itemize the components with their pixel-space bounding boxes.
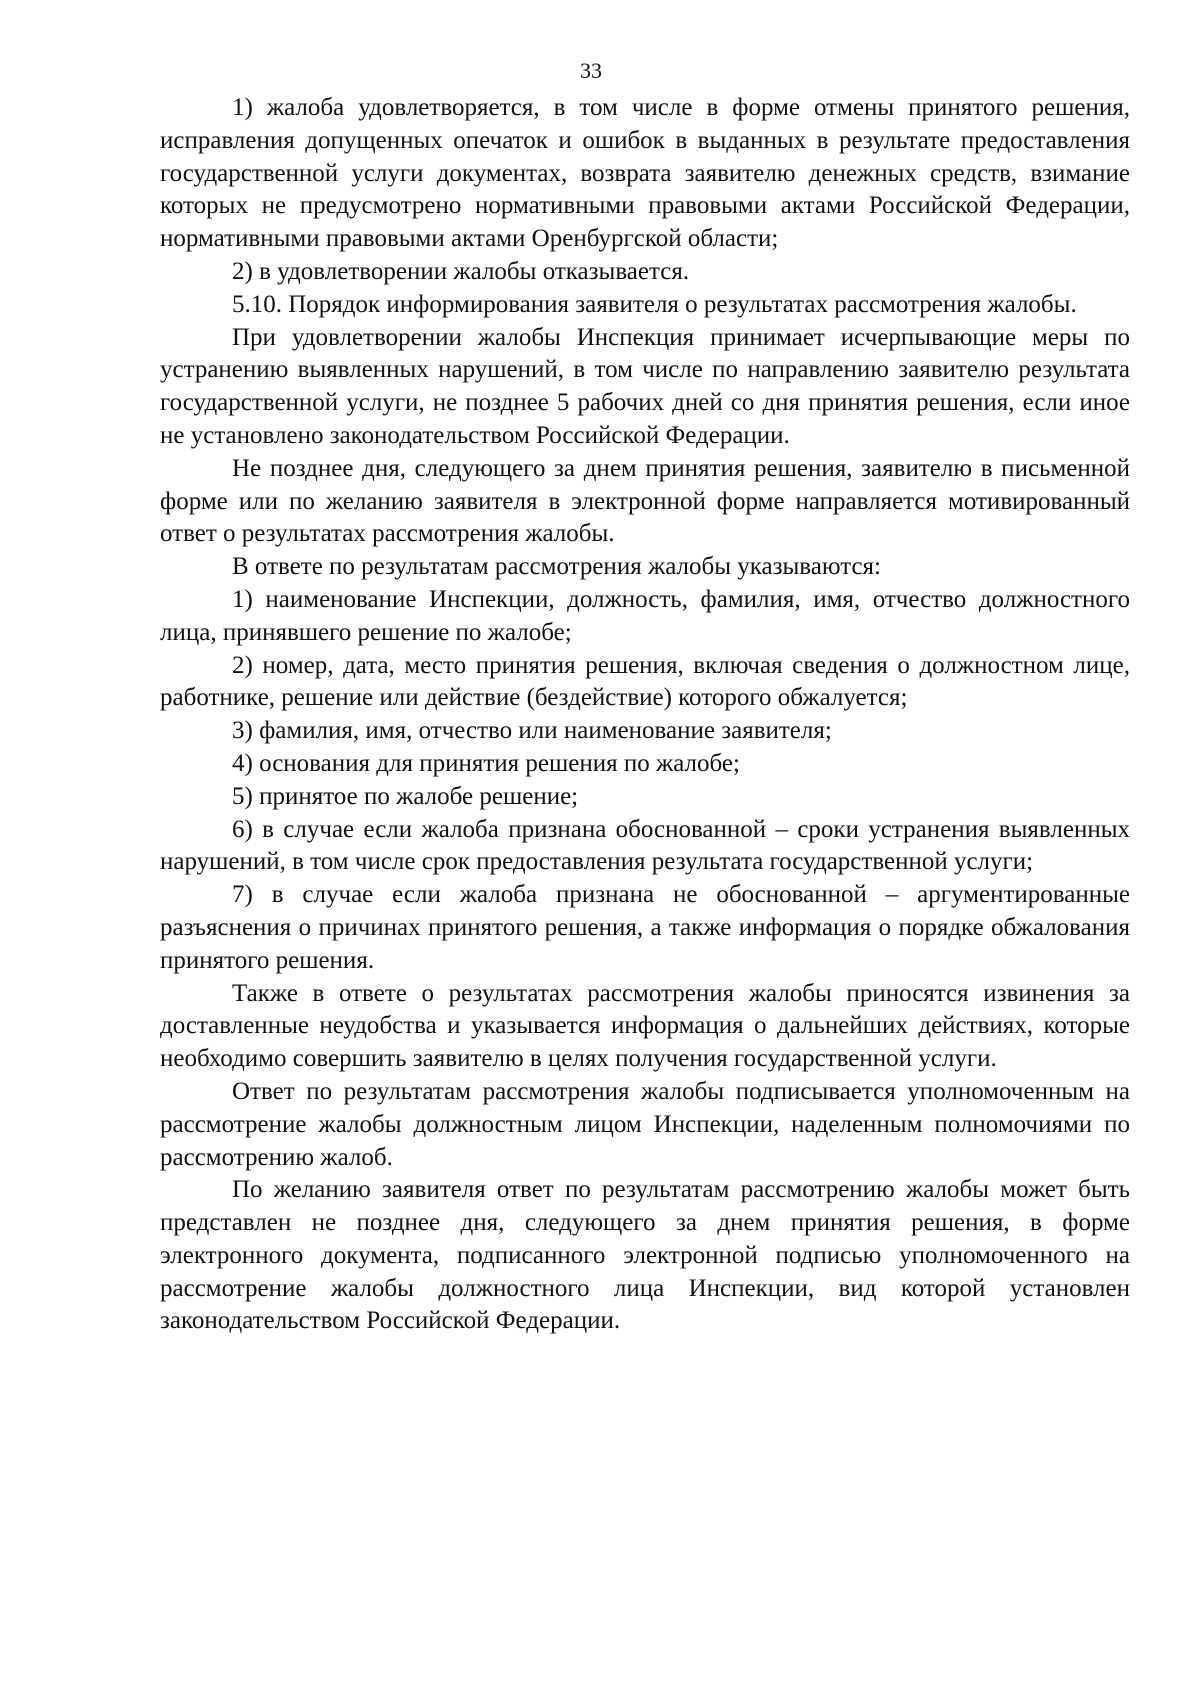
paragraph-list-item-2: 2) номер, дата, место принятия решения, включая сведения о должностном лице, работнике, решение или действие (бездействие) которого обжалуется; bbox=[160, 651, 1130, 712]
paragraph-list-item-5: 5) принятое по жалобе решение; bbox=[232, 782, 579, 810]
page-number: 33 bbox=[580, 58, 602, 83]
document-body bbox=[160, 92, 1130, 1338]
paragraph-apologies: Также в ответе о результатах рассмотрения жалобы приносятся извинения за доставленные неудобства и указывается информация о дальнейших действиях, которые необходимо совершить заявителю в целях получения государственной услуги. bbox=[160, 979, 1130, 1073]
paragraph-item-1: 1) жалоба удовлетворяется, в том числе в форме отмены принятого решения, исправления допущенных опечаток и ошибок в выданных в результате предоставления государственной услуги документах, возврата заявителю денежных средств, взимание которых не предусмотрено нормативными правовыми актами Российской Федерации, нормативными правовыми актами Оренбургской области; bbox=[160, 94, 1130, 253]
paragraph-signature: Ответ по результатам рассмотрения жалобы подписывается уполномоченным на рассмотрение жалобы должностным лицом Инспекции, наделенным полномочиями по рассмотрению жалоб. bbox=[160, 1077, 1130, 1171]
paragraph-response-deadline: Не позднее дня, следующего за днем принятия решения, заявителю в письменной форме или по желанию заявителя в электронной форме направляется мотивированный ответ о результатах рассмотрения жалобы. bbox=[160, 454, 1130, 548]
paragraph-list-item-7: 7) в случае если жалоба признана не обоснованной – аргументированные разъяснения о причинах принятого решения, а также информация о порядке обжалования принятого решения. bbox=[160, 881, 1130, 974]
paragraph-item-2: 2) в удовлетворении жалобы отказывается. bbox=[232, 257, 690, 285]
paragraph-list-item-6: 6) в случае если жалоба признана обоснованной – сроки устранения выявленных нарушений, в том числе срок предоставления результата государственной услуги; bbox=[160, 815, 1130, 876]
paragraph-satisfaction-measures: При удовлетворении жалобы Инспекция принимает исчерпывающие меры по устранению выявленных нарушений, в том числе по направлению заявителю результата государственной услуги, не позднее 5 рабочих дней со дня принятия решения, если иное не установлено законодательством Российской Федерации. bbox=[160, 323, 1130, 449]
paragraph-list-item-4: 4) основания для принятия решения по жалобе; bbox=[232, 749, 740, 777]
paragraph-electronic-response: По желанию заявителя ответ по результатам рассмотрению жалобы может быть представлен не позднее дня, следующего за днем принятия решения, в форме электронного документа, подписанного электронной подписью уполномоченного на рассмотрение жалобы должностного лица Инспекции, вид которой установлен законодательством Российской Федерации. bbox=[160, 1176, 1130, 1335]
paragraph-section-5-10-heading: 5.10. Порядок информирования заявителя о результатах рассмотрения жалобы. bbox=[232, 290, 1077, 318]
paragraph-list-item-1: 1) наименование Инспекции, должность, фамилия, имя, отчество должностного лица, принявшего решение по жалобе; bbox=[160, 585, 1130, 646]
paragraph-list-item-3: 3) фамилия, имя, отчество или наименование заявителя; bbox=[232, 717, 832, 745]
paragraph-response-contents-intro: В ответе по результатам рассмотрения жалобы указываются: bbox=[232, 553, 881, 581]
